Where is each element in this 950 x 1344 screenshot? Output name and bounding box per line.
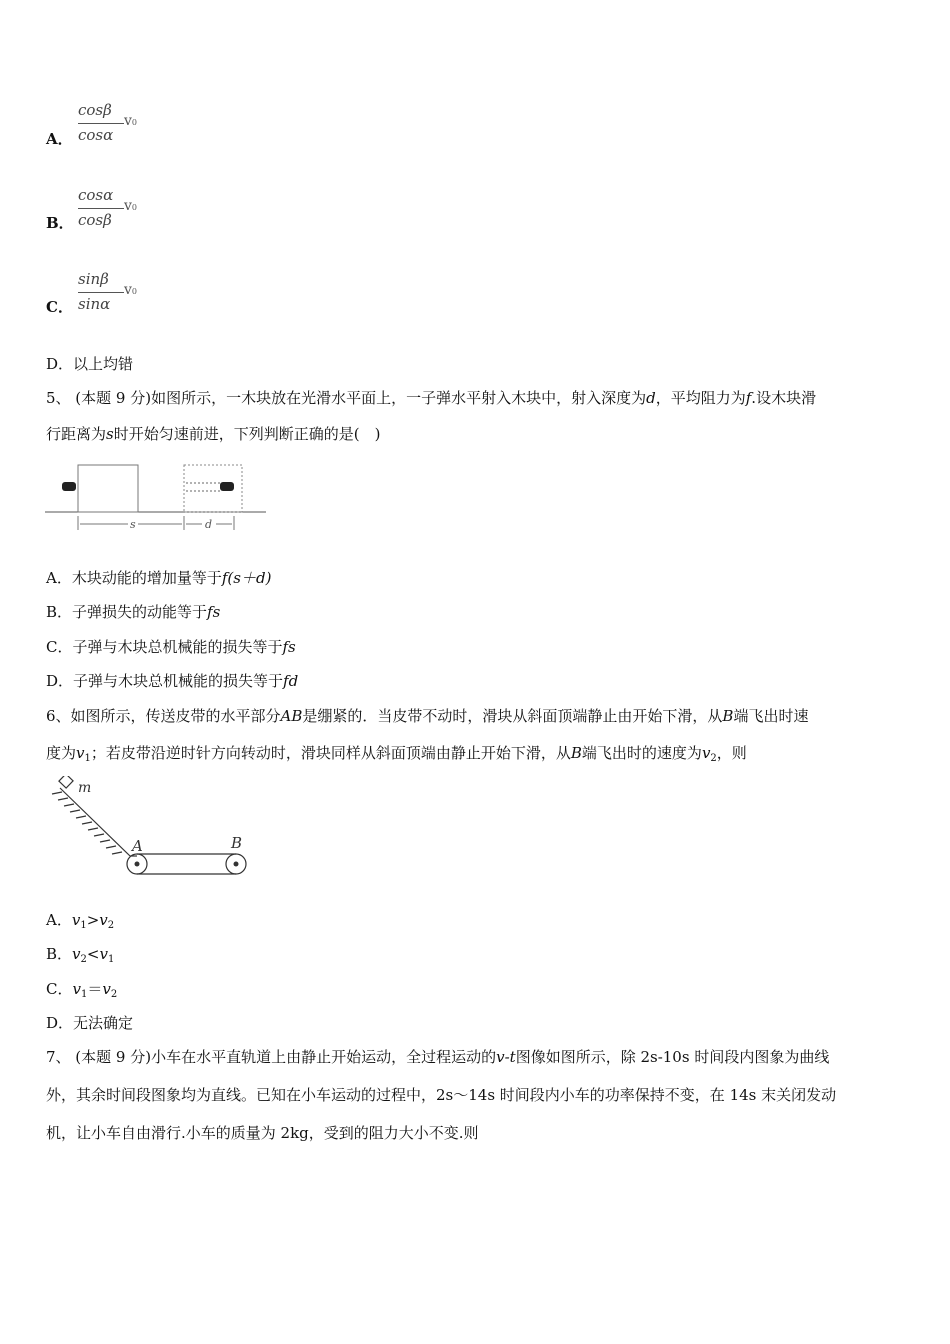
q5-option-b <box>46 602 220 622</box>
q7-text: 图像如图所示，除 2s-10s 时间段内图象为曲线 <box>515 1048 830 1066</box>
option-expr: fs <box>207 603 221 621</box>
var-v: v <box>71 911 81 929</box>
q5-option-d <box>46 671 298 691</box>
var-b: B <box>570 744 582 762</box>
subscript: 2 <box>107 920 115 931</box>
var-s: s <box>106 425 114 443</box>
subscript: 1 <box>80 989 88 1000</box>
label-m: m <box>78 780 92 796</box>
option-expr: fs <box>282 638 296 656</box>
q6-stem-line2 <box>46 743 747 769</box>
subscript: 1 <box>84 753 91 764</box>
v-symbol: v <box>124 113 132 129</box>
fraction-bar <box>78 123 124 124</box>
q6-text: ；若皮带沿逆时针方向转动时，滑块同样从斜面顶端由静止开始下滑，从 <box>90 744 571 762</box>
q6-text: 6、如图所示，传送皮带的水平部分 <box>46 707 281 725</box>
v-symbol: v <box>124 282 132 298</box>
label-a: A <box>132 837 143 855</box>
subscript: 1 <box>107 954 115 965</box>
pulley-b-axle <box>234 862 239 867</box>
v-subscript: 0 <box>131 203 138 212</box>
q7-stem-line2: 外，其余时间段图象均为直线。已知在小车运动的过程中，2s～14s 时间段内小车的功率保持不变，在 14s 末关闭发动 <box>46 1086 837 1104</box>
var-vt: v-t <box>496 1048 516 1066</box>
var-v: v <box>72 945 81 963</box>
q6-text: 端飞出时速 <box>733 707 809 725</box>
q4-option-b-label: B． <box>46 214 74 232</box>
incline-surface <box>60 788 130 856</box>
q7-text: 7、 (本题 9 分)小车在水平直轨道上由静止开始运动，全过程运动的 <box>46 1048 497 1066</box>
q6-text: 度为 <box>46 744 77 762</box>
var-v: v <box>99 945 108 963</box>
label-b: B <box>231 834 243 852</box>
var-v: v <box>102 980 111 998</box>
q6-text: 端飞出时的速度为 <box>581 744 702 762</box>
q5-text: ，平均阻力为 <box>655 389 746 407</box>
var-b: B <box>722 707 734 725</box>
pulley-a-axle <box>135 862 140 867</box>
var-v: v <box>72 980 81 998</box>
option-expr: fd <box>283 672 299 690</box>
q5-option-a <box>46 568 271 588</box>
q6-option-a <box>46 910 114 936</box>
option-label: A． <box>46 569 72 587</box>
denominator: cosα <box>78 126 114 144</box>
option-label: C． <box>46 638 73 656</box>
var-v: v <box>76 744 85 762</box>
option-label: A． <box>46 911 72 929</box>
q6-text: ，则 <box>716 744 747 762</box>
var-v: v <box>99 911 108 929</box>
fraction-bar <box>78 208 124 209</box>
q5-text: .设木块滑 <box>751 389 817 407</box>
option-text: 子弹与木块总机械能的损失等于 <box>73 672 284 690</box>
numerator: cosα <box>78 186 114 204</box>
subscript: 2 <box>710 753 717 764</box>
q5-text: 行距离为 <box>46 425 107 443</box>
v0 <box>124 113 137 129</box>
var-f: f <box>745 389 752 407</box>
q5-stem-line1 <box>46 388 816 408</box>
q6-stem-line1 <box>46 706 808 726</box>
q6-option-b <box>46 944 114 970</box>
option-expr: f(s＋d) <box>221 569 272 587</box>
v-subscript: 0 <box>131 287 138 296</box>
q6-option-c <box>46 979 117 1005</box>
q4-option-c-label: C． <box>46 298 73 316</box>
q6-text: 是绷紧的．当皮带不动时，滑块从斜面顶端静止由开始下滑，从 <box>302 707 723 725</box>
option-label: C． <box>46 980 73 998</box>
q5-text: 时开始匀速前进，下列判断正确的是( ) <box>113 425 381 443</box>
q6-incline-conveyor-figure <box>48 776 254 880</box>
q7-stem-line3: 机，让小车自由滑行.小车的质量为 2kg，受到的阻力大小不变.则 <box>46 1124 479 1142</box>
var-ab: AB <box>280 707 303 725</box>
q5-stem-line2 <box>46 424 380 444</box>
var-d: d <box>646 389 656 407</box>
subscript: 2 <box>110 989 118 1000</box>
block-start <box>78 465 138 512</box>
bullet-end <box>220 482 234 491</box>
q5-option-c <box>46 637 296 657</box>
numerator: sinβ <box>78 270 109 288</box>
bullet-start <box>62 482 76 491</box>
option-label: D． <box>46 672 74 690</box>
fraction-bar <box>78 292 124 293</box>
block-m <box>59 776 73 788</box>
q4-option-a-label: A． <box>46 130 73 148</box>
d-label: d <box>205 518 213 531</box>
q7-stem-line1 <box>46 1047 829 1067</box>
q4-option-d: D．以上均错 <box>46 355 134 373</box>
operator: ＝ <box>87 980 103 998</box>
s-label: s <box>130 518 136 531</box>
var-v: v <box>701 744 711 762</box>
option-label: B． <box>46 603 73 621</box>
v-symbol: v <box>124 198 132 214</box>
v-subscript: 0 <box>131 118 138 127</box>
q5-text: 5、 (本题 9 分)如图所示，一木块放在光滑水平面上，一子弹水平射入木块中，射入深度为 <box>46 389 647 407</box>
incline-hatching <box>52 792 122 854</box>
v0 <box>124 282 137 298</box>
subscript: 1 <box>80 920 87 931</box>
q6-option-d: D．无法确定 <box>46 1014 134 1032</box>
option-label: B． <box>46 945 73 963</box>
operator: > <box>86 911 100 929</box>
denominator: sinα <box>78 295 111 313</box>
numerator: cosβ <box>78 101 112 119</box>
denominator: cosβ <box>78 211 112 229</box>
option-text: 木块动能的增加量等于 <box>71 569 222 587</box>
v0 <box>124 198 137 214</box>
option-text: 子弹与木块总机械能的损失等于 <box>72 638 283 656</box>
option-text: 子弹损失的动能等于 <box>72 603 208 621</box>
subscript: 2 <box>80 954 87 965</box>
operator: < <box>86 945 100 963</box>
q5-bullet-block-figure <box>44 460 269 535</box>
